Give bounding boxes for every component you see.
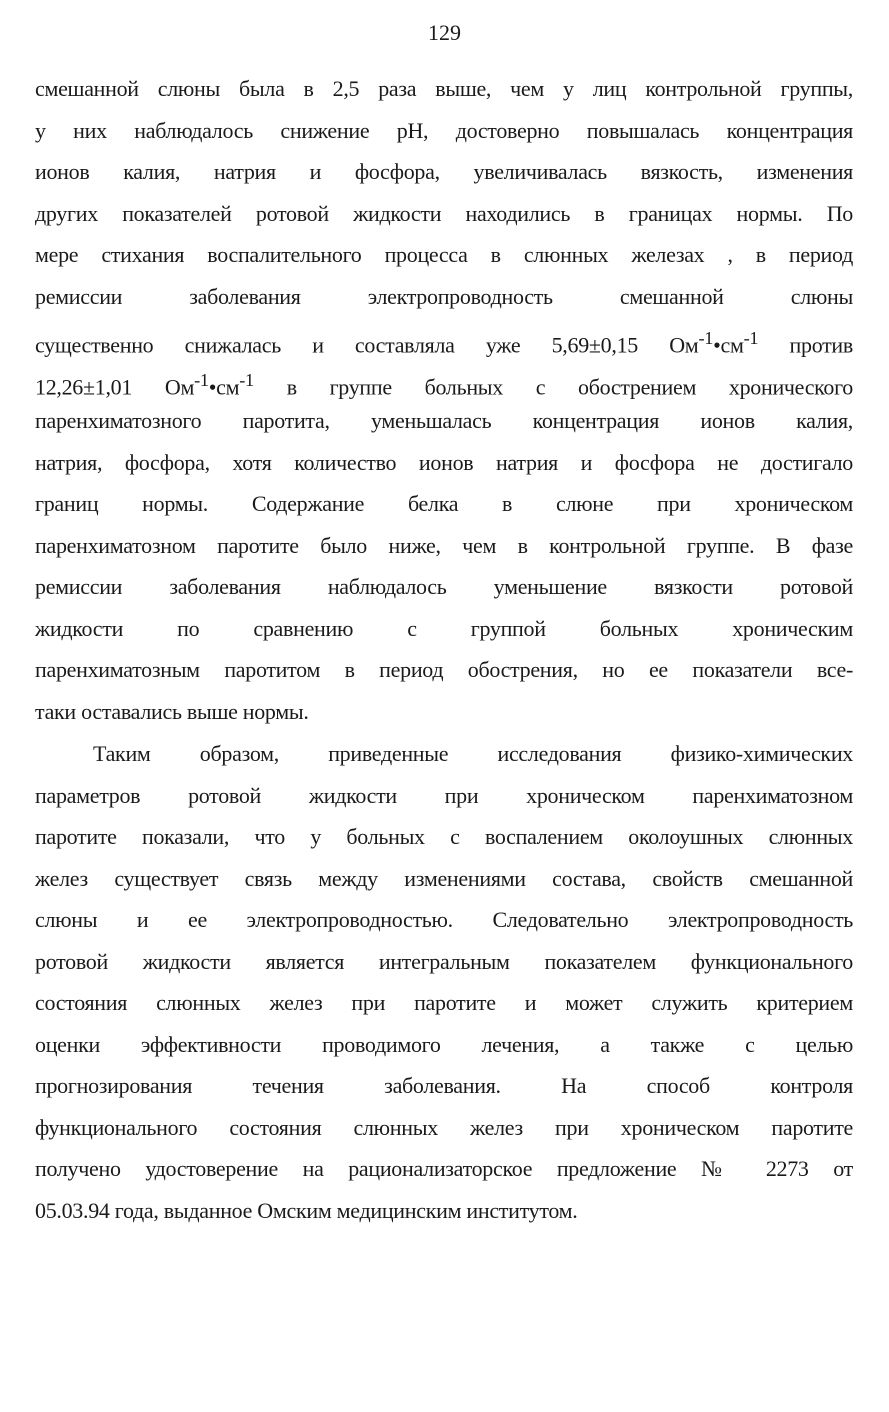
text-line: паренхиматозного паротита, уменьшалась концентрация ионов калия, — [35, 408, 853, 433]
text-line: получено удостоверение на рационализаторское предложение № 2273 от — [35, 1156, 853, 1181]
text-line: границ нормы. Содержание белка в слюне при хроническом — [35, 491, 853, 516]
text-line: 12,26±1,01 $Ом^{-1}•см^{-1}$ в группе больных с обострением хронического — [35, 369, 854, 399]
text-line: у них наблюдалось снижение pH, достоверно повышалась концентрация — [35, 117, 853, 143]
text-line: паротите показали, что у больных с воспалением околоушных слюнных — [35, 824, 853, 849]
text-line: ремиссии заболевания электропроводность смешанной слюны — [35, 283, 853, 309]
text-line: мере стихания воспалительного процесса в слюнных железах , в период — [35, 242, 853, 267]
text-line: параметров ротовой жидкости при хроническом паренхиматозном — [35, 782, 853, 808]
text-line: 05.03.94 года, выданное Омским медицинским институтом. — [35, 1197, 578, 1223]
paragraph-2 — [35, 739, 853, 1237]
page-number: 129 — [428, 20, 461, 45]
text-line: жидкости по сравнению с группой больных хроническим — [35, 615, 853, 641]
text-line: других показателей ротовой жидкости находились в границах нормы. По — [35, 200, 853, 226]
text-line: таки оставались выше нормы. — [35, 698, 309, 724]
text-line-first — [35, 739, 853, 781]
text-line: смешанной слюны была в 2,5 раза выше, чем у лиц контрольной группы, — [35, 76, 853, 101]
text-line: желез существует связь между изменениями состава, свойств смешанной — [35, 865, 853, 891]
text-line: паренхиматозным паротитом в период обострения, но ее показатели все- — [35, 657, 853, 682]
text-line: ремиссии заболевания наблюдалось уменьшение вязкости ротовой — [35, 574, 853, 599]
text-line-content: Таким образом, приведенные исследования физико-химических — [93, 741, 853, 766]
text-line: прогнозирования течения заболевания. На способ контроля — [35, 1073, 853, 1098]
text-line: оценки эффективности проводимого лечения, а также с целью — [35, 1031, 853, 1057]
paragraph-1 — [35, 74, 853, 738]
text-line: ионов калия, натрия и фосфора, увеличивалась вязкость, изменения — [35, 159, 853, 184]
text-line: функционального состояния слюнных желез при хроническом паротите — [35, 1114, 853, 1140]
text-line: паренхиматозном паротите было ниже, чем в контрольной группе. В фазе — [35, 532, 853, 558]
text-line: натрия, фосфора, хотя количество ионов натрия и фосфора не достигало — [35, 449, 853, 475]
text-line: слюны и ее электропроводностью. Следовательно электропроводность — [35, 907, 853, 932]
text-line: существенно снижалась и составляла уже 5,69±0,15 $Ом^{-1}•см^{-1}$ против — [35, 328, 853, 358]
text-line: состояния слюнных желез при паротите и может служить критерием — [35, 990, 853, 1015]
text-line: ротовой жидкости является интегральным показателем функционального — [35, 948, 853, 974]
